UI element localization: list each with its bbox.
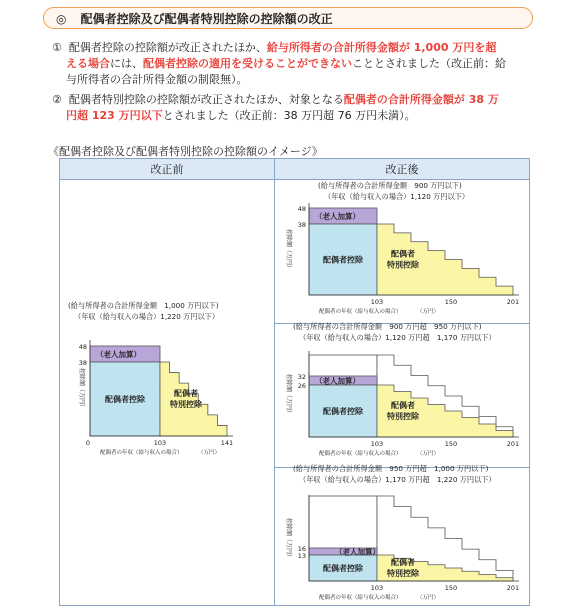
special-deduction-staircase	[160, 362, 227, 436]
item-1-red-b: える場合	[66, 57, 110, 70]
y-tick-low: 38	[297, 221, 306, 229]
senior-label: （老人加算）	[96, 350, 141, 359]
caption-line-2: （年収（給与収入の場合）1,120 万円以下）	[324, 192, 470, 201]
chart-before	[60, 298, 270, 458]
special-label-1: 配偶者	[391, 401, 415, 410]
item-1-red-c: 配偶者控除の適用を受けることができない	[143, 57, 352, 70]
y-axis-label: 控除額（万円）	[78, 368, 85, 411]
y-tick-high: 48	[78, 343, 87, 351]
x-tick-103: 103	[370, 584, 384, 592]
chart-after-1	[273, 178, 529, 320]
item-2-red-b: 円超 123 万円以下	[66, 109, 163, 122]
spouse-deduction-label: 配偶者控除	[323, 255, 363, 265]
spouse-deduction-label: 配偶者控除	[105, 395, 145, 404]
special-label-2: 特別控除	[387, 412, 419, 421]
x-tick-141: 141	[220, 439, 234, 447]
title-text: 配偶者控除及び配偶者特別控除の控除額の改正	[80, 12, 333, 26]
caption-line-1: (給与所得者の合計所得金額 900 万円以下)	[318, 181, 462, 190]
item-1-red-a: 給与所得者の合計所得金額が 1,000 万円を超	[266, 41, 497, 54]
chart-after-3	[273, 463, 529, 605]
y-tick-low: 38	[78, 359, 87, 367]
caption-line-2: （年収（給与収入の場合）1,120 万円超 1,170 万円以下）	[299, 333, 496, 342]
item-2-text-b: とされました（改正前：38 万円超 76 万円未満）。	[162, 109, 416, 122]
column-before-header: 改正前	[60, 159, 275, 180]
x-axis-label: 配偶者の年収（給与収入の場合）	[100, 450, 183, 456]
spouse-deduction-label: 配偶者控除	[323, 564, 363, 573]
x-tick-150: 150	[444, 298, 458, 306]
x-axis-unit: （万円）	[198, 450, 221, 456]
item-1-text-d: 与所得者の合計所得金額の制限無）。	[66, 73, 248, 86]
item-2-text-a: 配偶者特別控除の控除額が改正されたほか、対象となる	[68, 93, 344, 106]
item-1-number: ①	[52, 41, 62, 54]
x-tick-201: 201	[506, 298, 520, 306]
special-label-1: 配偶者	[391, 558, 415, 567]
special-label-2: 特別控除	[387, 569, 419, 578]
spouse-deduction-label: 配偶者控除	[323, 407, 363, 416]
x-axis-unit: （万円）	[417, 595, 440, 601]
y-tick-high: 16	[297, 545, 306, 553]
caption-line-1: (給与所得者の合計所得金額 1,000 万円以下)	[68, 301, 219, 310]
y-tick-high: 48	[297, 205, 306, 213]
special-label-1: 配偶者	[391, 249, 415, 259]
x-axis-unit: （万円）	[417, 309, 440, 315]
y-axis-label: 控除額（万円）	[285, 374, 292, 417]
section-title	[43, 7, 533, 29]
caption-line-2: （年収（給与収入の場合）1,220 万円以下）	[74, 312, 220, 321]
title-mark: ◎	[56, 12, 67, 26]
x-axis-label: 配偶者の年収（給与収入の場合）	[319, 309, 402, 315]
y-axis-label: 控除額（万円）	[285, 518, 292, 561]
caption-line-1: (給与所得者の合計所得金額 900 万円超 950 万円以下)	[293, 322, 482, 331]
y-tick-low: 26	[297, 382, 306, 390]
x-axis-unit: （万円）	[417, 451, 440, 457]
senior-label: （老人加算）	[315, 376, 360, 386]
special-label-2: 特別控除	[170, 400, 202, 409]
y-axis-label: 控除額（万円）	[285, 229, 292, 272]
image-caption: 《配偶者控除及び配偶者特別控除の控除額のイメージ》	[48, 145, 323, 158]
item-2-number: ②	[52, 93, 62, 106]
caption-line-2: （年収（給与収入の場合）1,170 万円超 1,220 万円以下）	[299, 475, 496, 484]
item-1-text-a: 配偶者控除の控除額が改正されたほか、	[68, 41, 267, 54]
item-1-text-c: こととされました（改正前：給	[352, 57, 506, 70]
item-2	[52, 92, 552, 124]
special-deduction-staircase	[377, 224, 513, 295]
y-tick-high: 32	[297, 373, 306, 381]
caption-line-1: (給与所得者の合計所得金額 950 万円超 1,000 万円以下)	[293, 464, 489, 473]
special-label-2: 特別控除	[387, 260, 419, 270]
item-2-red-a: 配偶者の合計所得金額が 38 万	[343, 93, 499, 106]
column-after-header: 改正後	[275, 159, 530, 180]
x-tick-150: 150	[444, 440, 458, 448]
x-axis-label: 配偶者の年収（給与収入の場合）	[319, 595, 402, 601]
x-tick-201: 201	[506, 440, 520, 448]
special-label-1: 配偶者	[174, 389, 198, 398]
item-1-text-b: には、	[110, 57, 143, 70]
x-axis-label: 配偶者の年収（給与収入の場合）	[319, 451, 402, 457]
y-tick-low: 13	[297, 552, 306, 560]
senior-label: （老人加算）	[315, 212, 360, 221]
x-tick-103: 103	[153, 439, 167, 447]
x-tick-0: 0	[85, 439, 91, 447]
chart-after-2	[273, 321, 529, 461]
senior-label: （老人加算）	[335, 547, 380, 557]
x-tick-103: 103	[370, 440, 384, 448]
x-tick-103: 103	[370, 298, 384, 306]
x-tick-201: 201	[506, 584, 520, 592]
item-1	[52, 40, 552, 88]
x-tick-150: 150	[444, 584, 458, 592]
